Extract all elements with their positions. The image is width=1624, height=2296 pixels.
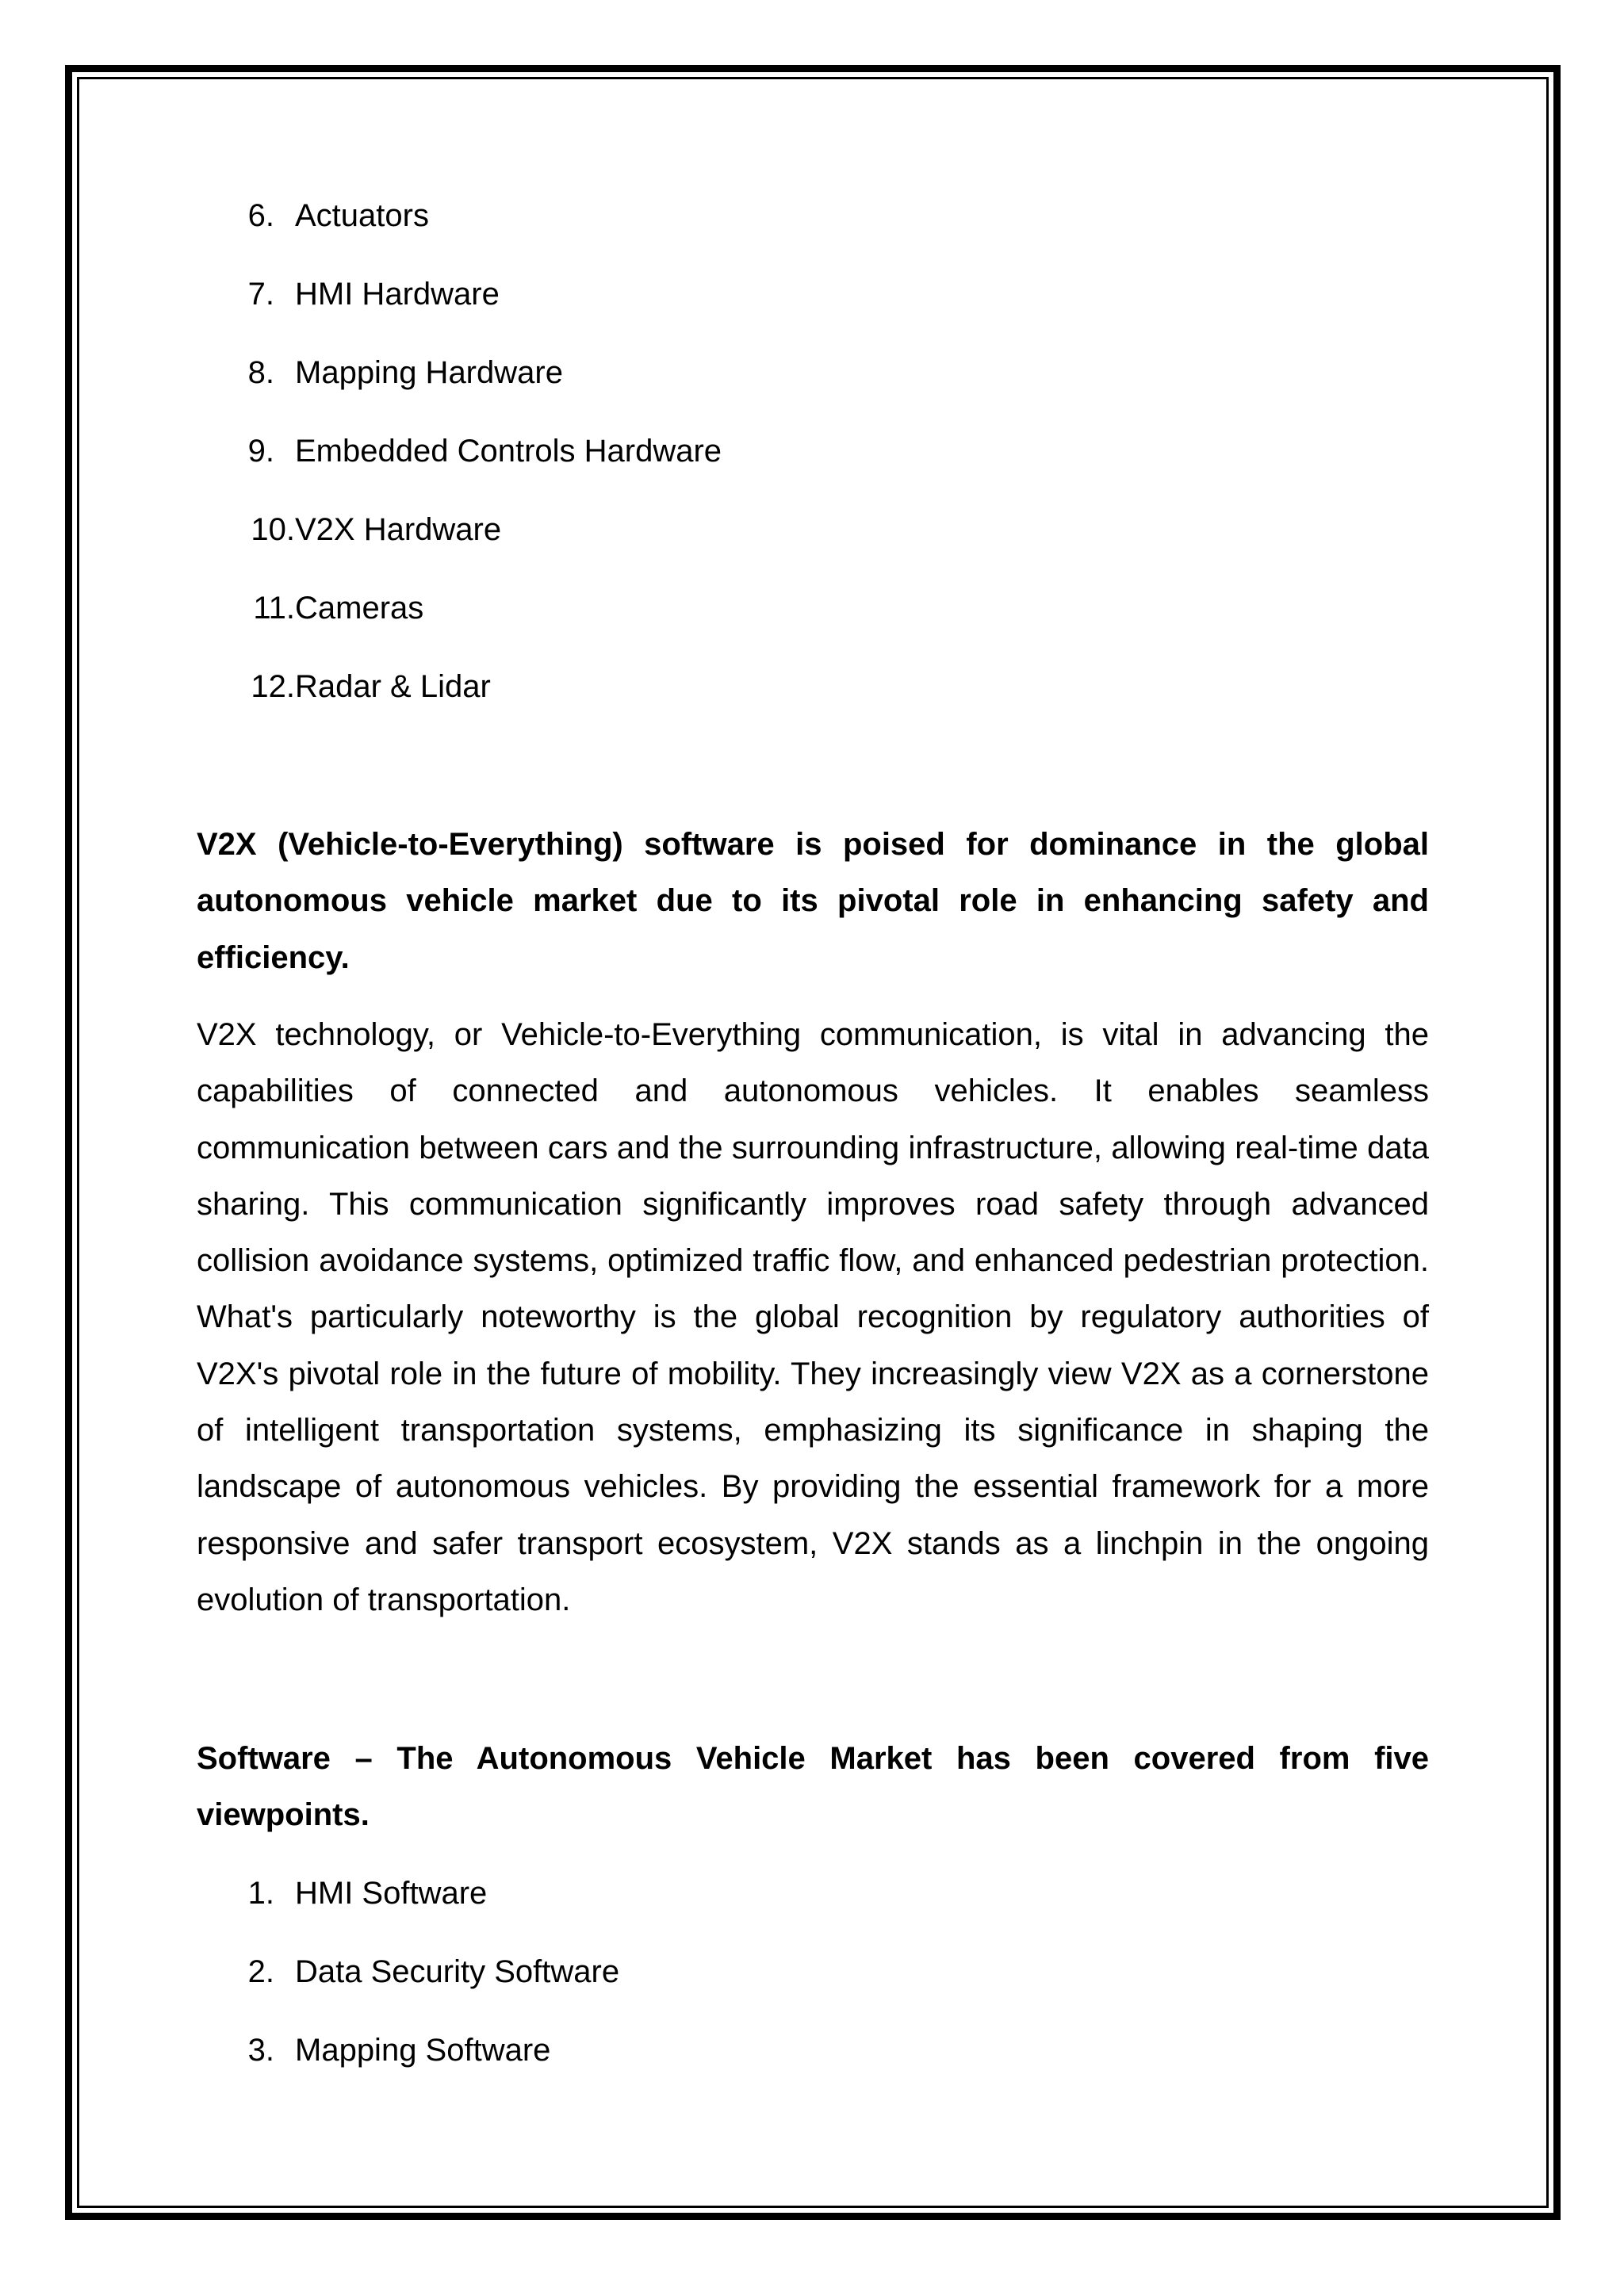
list-item-text: Cameras xyxy=(295,591,424,626)
list-item-text: Embedded Controls Hardware xyxy=(295,434,722,469)
v2x-paragraph: V2X technology, or Vehicle-to-Everything communication, is vital in advancing the capabilities of connected and autonomous vehicles. It enables seamless communication between cars and the surrounding infrastructure, allowing real-time data sharing. This communication significantly improves road safety through advanced collision avoidance systems, optimized traffic flow, and enhanced pedestrian protection. What's particularly noteworthy is the global recognition by regulatory authorities of V2X's pivotal role in the future of mobility. They increasingly view V2X as a cornerstone of intelligent transportation systems, emphasizing its significance in shaping the landscape of autonomous vehicles. By providing the essential framework for a more responsive and safer transport ecosystem, V2X stands as a linchpin in the ongoing evolution of transportation. xyxy=(197,1017,1429,1617)
list-item-text: Mapping Software xyxy=(295,2033,551,2068)
list-item-number: 3. xyxy=(247,2033,274,2068)
list-item-text: Radar & Lidar xyxy=(295,669,491,704)
list-item-text: HMI Hardware xyxy=(295,277,500,312)
list-item-number: 6. xyxy=(247,198,274,233)
list-item-text: Mapping Hardware xyxy=(295,355,563,390)
list-item-number: 9. xyxy=(247,434,274,469)
software-heading: Software – The Autonomous Vehicle Market has been covered from five viewpoints. xyxy=(197,1741,1429,1833)
list-item-text: Actuators xyxy=(295,198,429,233)
v2x-heading: V2X (Vehicle-to-Everything) software is poised for dominance in the global autonomous vehicle market due to its pivotal role in enhancing safety and efficiency. xyxy=(197,827,1429,975)
list-item-text: Data Security Software xyxy=(295,1954,620,1989)
list-item-text: V2X Hardware xyxy=(295,512,502,547)
list-item-number: 11. xyxy=(253,591,295,626)
list-item-number: 1. xyxy=(247,1876,274,1911)
list-item-number: 7. xyxy=(247,277,274,312)
list-item-text: HMI Software xyxy=(295,1876,488,1911)
list-item-number: 10. xyxy=(251,512,295,547)
list-item-number: 2. xyxy=(247,1954,274,1989)
list-item-number: 12. xyxy=(251,669,295,704)
list-item-number: 8. xyxy=(247,355,274,390)
